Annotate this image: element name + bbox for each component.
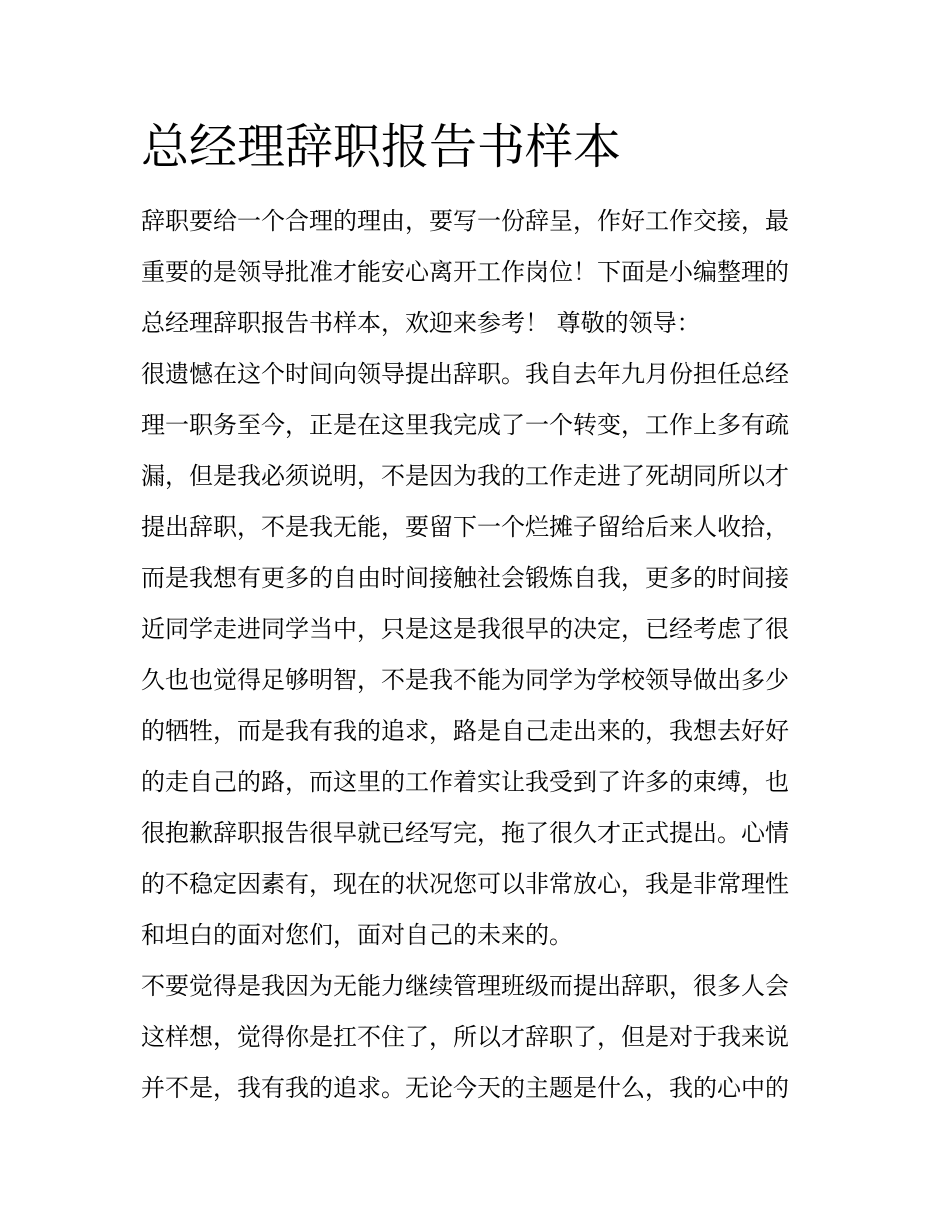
body-line-13: 很抱歉辞职报告很早就已经写完，拖了很久才正式提出。心情 — [141, 819, 789, 847]
document-title: 总经理辞职报告书样本 — [141, 119, 622, 175]
body-line-1: 辞职要给一个合理的理由，要写一份辞呈，作好工作交接，最 — [141, 207, 789, 235]
body-line-8: 而是我想有更多的自由时间接触社会锻炼自我，更多的时间接 — [141, 564, 789, 592]
body-line-14: 的不稳定因素有，现在的状况您可以非常放心，我是非常理性 — [141, 870, 789, 898]
body-line-11: 的牺牲，而是我有我的追求，路是自己走出来的，我想去好好 — [141, 717, 789, 745]
body-line-4: 很遗憾在这个时间向领导提出辞职。我自去年九月份担任总经 — [141, 360, 789, 388]
body-line-2: 重要的是领导批准才能安心离开工作岗位！下面是小编整理的 — [141, 258, 789, 286]
body-line-9: 近同学走进同学当中，只是这是我很早的决定，已经考虑了很 — [141, 615, 789, 643]
body-line-7: 提出辞职，不是我无能，要留下一个烂摊子留给后来人收拾， — [141, 513, 789, 541]
body-line-5: 理一职务至今，正是在这里我完成了一个转变，工作上多有疏 — [141, 411, 789, 439]
body-line-15: 和坦白的面对您们，面对自己的未来的。 — [141, 921, 573, 949]
body-line-10: 久也也觉得足够明智，不是我不能为同学为学校领导做出多少 — [141, 666, 789, 694]
body-line-18: 并不是，我有我的追求。无论今天的主题是什么，我的心中的 — [141, 1074, 789, 1102]
body-line-6: 漏，但是我必须说明，不是因为我的工作走进了死胡同所以才 — [141, 462, 789, 490]
body-line-12: 的走自己的路，而这里的工作着实让我受到了许多的束缚，也 — [141, 768, 789, 796]
body-line-16: 不要觉得是我因为无能力继续管理班级而提出辞职，很多人会 — [141, 972, 789, 1000]
body-line-17: 这样想，觉得你是扛不住了，所以才辞职了，但是对于我来说 — [141, 1023, 789, 1051]
body-line-3: 总经理辞职报告书样本，欢迎来参考！ 尊敬的领导： — [141, 309, 701, 337]
